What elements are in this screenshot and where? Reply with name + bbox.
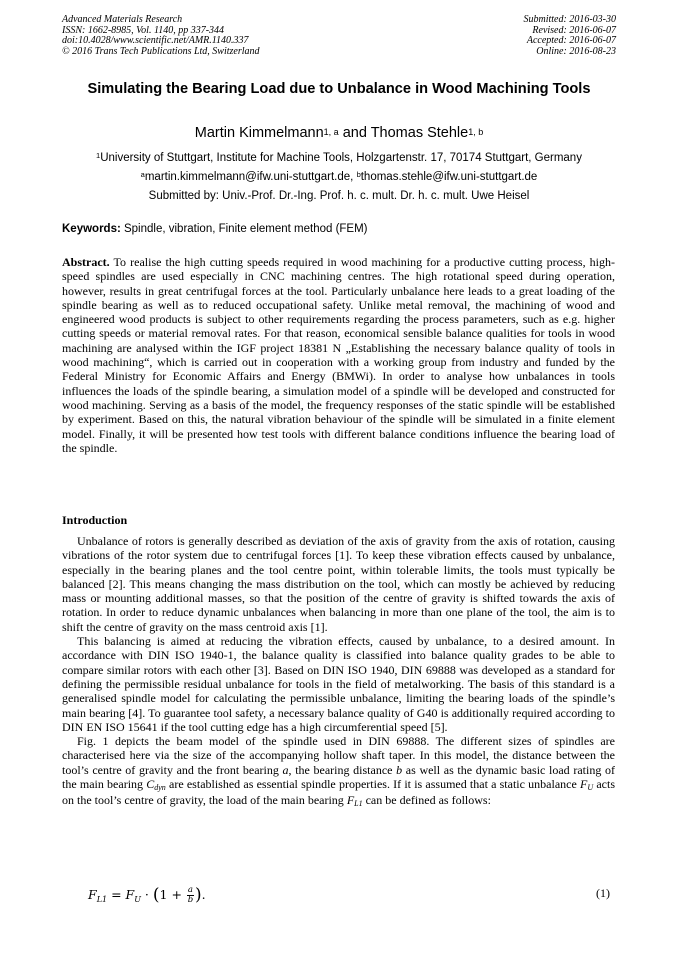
issn-line: ISSN: 1662-8985, Vol. 1140, pp 337-344 <box>62 24 225 36</box>
copyright-line: © 2016 Trans Tech Publications Ltd, Switzerland <box>62 45 260 57</box>
paragraph: This balancing is aimed at reducing the vibration effects, caused by unbalance, to a desired amount. In accordance with DIN ISO 1940-1, the balance quality is classified into balance quality grades to be able to compare similar rotors with each other [3]. Based on DIN ISO 1940, DIN 69888 was developed as a standard for defining the permissible residual unbalance for tools in the field of metalworking. The basis of this standard is a generalised spindle model for calculating the permissible unbalance, limiting the bearing loads of the spindle’s main bearing [4]. To guarantee tool safety, a necessary balance quality of G40 is additionally required according to DIN EN ISO 15641 if the tool cutting edge has a high circumferential speed [5]. <box>62 634 615 734</box>
publication-dates <box>524 15 617 57</box>
email-superscript: a <box>140 170 145 179</box>
keywords <box>62 222 368 236</box>
author-name: Thomas Stehle <box>370 125 469 141</box>
abstract-label: Abstract. <box>62 255 110 269</box>
journal-info <box>62 15 260 57</box>
paper-title: Simulating the Bearing Load due to Unbalance in Wood Machining Tools <box>87 81 591 97</box>
section-heading: Introduction <box>62 513 128 527</box>
revised-date: Revised: 2016-06-07 <box>532 24 616 36</box>
email-link[interactable]: martin.kimmelmann@ifw.uni-stuttgart.de, <box>144 171 357 183</box>
abstract <box>62 255 615 455</box>
submitted-date: Submitted: 2016-03-30 <box>523 14 616 25</box>
keywords-label: Keywords: <box>62 223 121 235</box>
introduction-body <box>62 534 615 810</box>
author-superscript: 1, b <box>468 127 484 137</box>
email-link[interactable]: thomas.stehle@ifw.uni-stuttgart.de <box>360 171 538 183</box>
submitted-by: Submitted by: Univ.-Prof. Dr.-Ing. Prof. h. c. mult. Dr. h. c. mult. Uwe Heisel <box>148 190 530 202</box>
accepted-date: Accepted: 2016-06-07 <box>526 35 616 47</box>
affiliation-superscript: 1 <box>96 151 101 160</box>
paragraph: Unbalance of rotors is generally described as deviation of the axis of gravity from the axis of rotation, causing vibrations of the rotor system due to centrifugal forces [1]. To keep these vibration effects caused by unbalance, especially in the bearing planes and the tool centre point, within tolerable limits, the tools must typically be balanced [2]. This means changing the mass distribution on the tool, which can mostly be achieved by reducing mass or mounting additional masses, so that the position of the centre of gravity is shifted towards the axis of rotation. In order to reduce dynamic unbalances when balancing in more than one plane of the tool, the aim is to shift the centre of gravity on the mass centroid axis [1]. <box>62 534 615 634</box>
author-conjunction: and <box>338 125 371 141</box>
author-name: Martin Kimmelmann <box>194 125 324 141</box>
affiliation <box>40 151 638 165</box>
abstract-text: To realise the high cutting speeds required in wood machining for a productive cutting process, high-speed spindles are used especially in CNC machining centres. The high rotational speed during operation, however, results in great centrifugal forces at the tool. Particularly unbalance here leads to a great loading of the spindle bearing as well as to reduced occupational safety. Unlike metal removal, the machining of wood and engineered wood products is subject to other requirements regarding the process parameters, such as e.g. higher cutting speeds or material removal rates. For that reason, economical sensible balance qualities for tools in wood machining are analysed within the IGF project 18381 N „Establishing the necessary balance quality of tools in wood machining“, which is carried out in cooperation with a working group from industry and funded by the Federal Ministry for Economic Affairs and Energy (BMWi). In order to analyse how unbalances in tools influences the loads of the spindle bearing, a simulation model of a spindle will be developed and constructed for wood machining. Serving as a basis of the model, the frequency responses of the static spindle will be established by experiment. Based on this, the natural vibration behaviour of the spindle will be simulated in a finite element model. Finally, it will be presented how test tools with different balance conditions influence the bearing load of the spindle. <box>62 255 615 455</box>
author-superscript: 1, a <box>323 127 339 137</box>
journal-name: Advanced Materials Research <box>62 14 183 25</box>
keywords-text: Spindle, vibration, Finite element method (FEM) <box>120 223 368 235</box>
paragraph: Fig. 1 depicts the beam model of the spindle used in DIN 69888. The different sizes of spindles are characterised here via the size of the accompanying hollow shaft taper. In this model, the distance between the tool’s centre of gravity and the front bearing a, the bearing distance b as well as the dynamic basic load rating of the main bearing Cdyn are established as essential spindle properties. If it is assumed that a static unbalance FU acts on the tool’s centre of gravity, the load of the main bearing FL1 can be defined as follows: <box>62 734 615 809</box>
email-superscript: b <box>356 170 361 179</box>
affiliation-text: University of Stuttgart, Institute for Machine Tools, Holzgartenstr. 17, 70174 Stuttgart, Germany <box>100 152 582 164</box>
equation-number: (1) <box>596 886 610 900</box>
fraction: $\frac{a}{b}$ <box>187 885 194 905</box>
doi-line: doi:10.4028/www.scientific.net/AMR.1140.337 <box>62 35 249 47</box>
author-emails <box>40 170 638 184</box>
equation-1: $F_{L1} = F_U \cdot (1$ + $\frac{a}{b}$ ). <box>88 885 206 905</box>
online-date: Online: 2016-08-23 <box>536 45 616 57</box>
author-list <box>62 124 616 142</box>
